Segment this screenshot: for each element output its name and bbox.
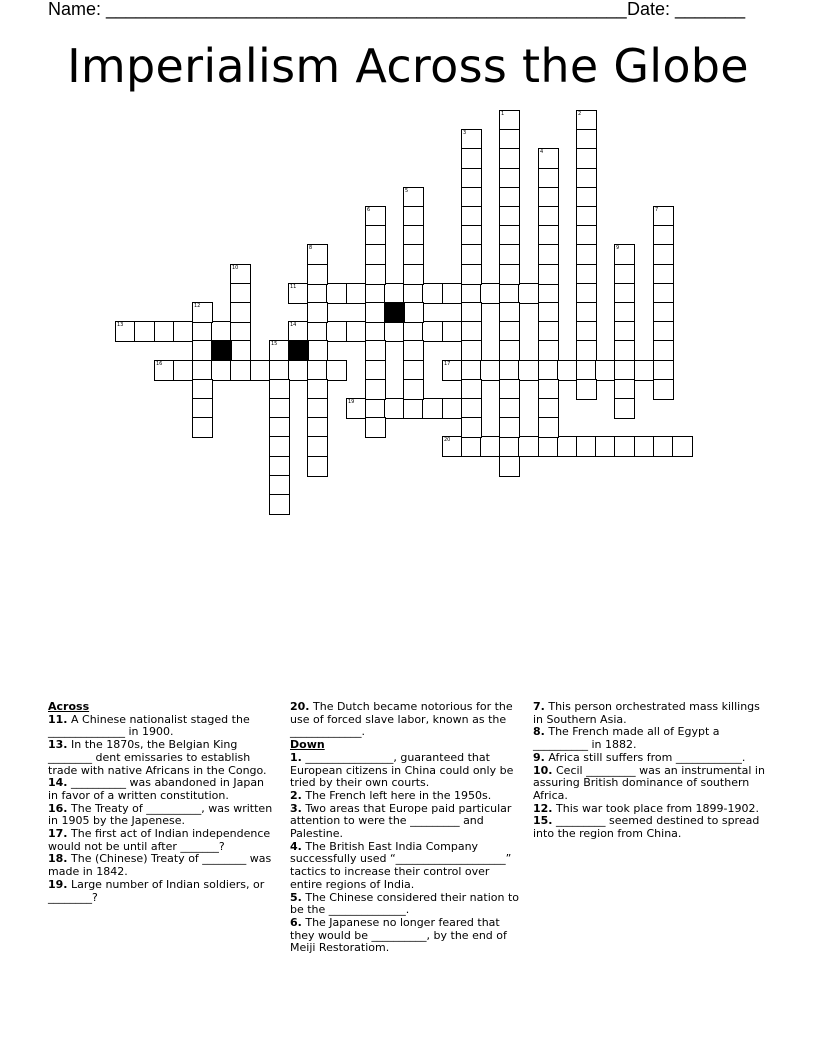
crossword-cell-number: 20 xyxy=(444,437,451,443)
crossword-cell[interactable] xyxy=(499,417,520,438)
crossword-cell[interactable] xyxy=(538,148,559,169)
crossword-cell[interactable] xyxy=(461,264,482,285)
crossword-cell[interactable] xyxy=(653,302,674,323)
crossword-cell[interactable] xyxy=(576,360,597,381)
crossword-cell[interactable] xyxy=(653,436,674,457)
crossword-cell[interactable] xyxy=(403,302,424,323)
crossword-cell[interactable] xyxy=(192,417,213,438)
crossword-cell[interactable] xyxy=(614,436,635,457)
crossword-cell[interactable] xyxy=(230,264,251,285)
clue-number: 14. xyxy=(48,776,68,790)
clue-text: The Japanese no longer feared that they would be __________, by the end of Meiji Restoratiom. xyxy=(290,915,507,955)
clue-text: _________ seemed destined to spread into the region from China. xyxy=(533,814,760,841)
crossword-cell[interactable] xyxy=(499,436,520,457)
crossword-cell[interactable] xyxy=(614,244,635,265)
crossword-black-cell xyxy=(211,340,232,361)
crossword-cell[interactable] xyxy=(461,168,482,189)
clue-number: 17. xyxy=(48,827,68,841)
crossword-cell[interactable] xyxy=(250,360,271,381)
crossword-cell[interactable] xyxy=(365,302,386,323)
crossword-cell[interactable] xyxy=(538,264,559,285)
crossword-cell[interactable] xyxy=(307,264,328,285)
crossword-cell[interactable] xyxy=(461,360,482,381)
crossword-cell[interactable] xyxy=(499,283,520,304)
clue-text: This person orchestrated mass killings in Southern Asia. xyxy=(533,700,760,726)
clue-text: Africa still suffers from ____________. xyxy=(548,750,746,764)
clue-text: This war took place from 1899-1902. xyxy=(556,801,760,815)
crossword-cell[interactable] xyxy=(653,340,674,361)
crossword-cell[interactable] xyxy=(422,283,443,304)
down-clue-5 xyxy=(290,892,522,917)
crossword-cell[interactable] xyxy=(403,264,424,285)
crossword-cell[interactable] xyxy=(230,360,251,381)
name-field-label: Name: ____________________________________________________ xyxy=(48,0,627,19)
crossword-black-cell xyxy=(288,340,309,361)
crossword-cell[interactable] xyxy=(499,321,520,342)
crossword-cell-number: 10 xyxy=(232,265,239,271)
crossword-cell[interactable] xyxy=(365,360,386,381)
page-title: Imperialism Across the Globe xyxy=(67,39,749,93)
clues-column-1 xyxy=(48,701,276,904)
crossword-cell[interactable] xyxy=(365,379,386,400)
across-clue-11 xyxy=(48,714,276,739)
crossword-cell[interactable] xyxy=(499,360,520,381)
crossword-cell[interactable] xyxy=(461,302,482,323)
date-field-label: Date: _______ xyxy=(627,0,746,19)
crossword-cell[interactable] xyxy=(211,321,232,342)
clue-number: 11. xyxy=(48,712,68,726)
crossword-cell[interactable] xyxy=(614,264,635,285)
crossword-cell[interactable] xyxy=(672,436,693,457)
crossword-cell[interactable] xyxy=(538,379,559,400)
crossword-cell[interactable] xyxy=(365,206,386,227)
crossword-cell[interactable] xyxy=(192,321,213,342)
crossword-cell[interactable] xyxy=(576,148,597,169)
crossword-cell[interactable] xyxy=(211,360,232,381)
crossword-cell[interactable] xyxy=(499,129,520,150)
crossword-cell[interactable] xyxy=(269,340,290,361)
crossword-cell[interactable] xyxy=(192,379,213,400)
crossword-cell[interactable] xyxy=(461,148,482,169)
crossword-cell[interactable] xyxy=(154,360,175,381)
crossword-cell[interactable] xyxy=(403,206,424,227)
crossword-cell[interactable] xyxy=(653,360,674,381)
crossword-cell[interactable] xyxy=(365,225,386,246)
crossword-cell-number: 2 xyxy=(578,111,582,117)
crossword-cell[interactable] xyxy=(403,225,424,246)
crossword-cell[interactable] xyxy=(576,110,597,131)
crossword-cell[interactable] xyxy=(461,283,482,304)
crossword-cell[interactable] xyxy=(403,321,424,342)
clue-number: 8. xyxy=(533,725,545,739)
crossword-cell[interactable] xyxy=(653,264,674,285)
crossword-cell[interactable] xyxy=(634,360,655,381)
crossword-cell[interactable] xyxy=(442,321,463,342)
crossword-cell[interactable] xyxy=(480,360,501,381)
clue-number: 20. xyxy=(290,700,310,713)
crossword-cell[interactable] xyxy=(365,417,386,438)
crossword-cell[interactable] xyxy=(538,206,559,227)
crossword-cell[interactable] xyxy=(307,436,328,457)
crossword-cell[interactable] xyxy=(326,321,347,342)
crossword-cell[interactable] xyxy=(499,206,520,227)
crossword-cell[interactable] xyxy=(576,129,597,150)
down-clue-15 xyxy=(533,815,769,840)
crossword-cell[interactable] xyxy=(614,340,635,361)
clue-number: 19. xyxy=(48,877,68,891)
down-clue-1 xyxy=(290,752,522,790)
crossword-cell[interactable] xyxy=(269,398,290,419)
crossword-cell[interactable] xyxy=(653,206,674,227)
crossword-cell[interactable] xyxy=(403,340,424,361)
crossword-cell[interactable] xyxy=(518,283,539,304)
crossword-cell[interactable] xyxy=(576,379,597,400)
crossword-cell[interactable] xyxy=(461,321,482,342)
crossword-cell[interactable] xyxy=(442,283,463,304)
crossword-cell[interactable] xyxy=(307,302,328,323)
crossword-cell[interactable] xyxy=(538,283,559,304)
crossword-cell[interactable] xyxy=(461,340,482,361)
crossword-cell[interactable] xyxy=(576,436,597,457)
clue-number: 6. xyxy=(290,915,302,929)
crossword-cell[interactable] xyxy=(365,340,386,361)
down-clue-10 xyxy=(533,765,769,803)
crossword-cell[interactable] xyxy=(461,244,482,265)
clue-text: The British East India Company successfully used “____________________” tactics to increase their control over entire regions of India. xyxy=(290,839,512,891)
crossword-cell[interactable] xyxy=(538,225,559,246)
crossword-cell[interactable] xyxy=(288,321,309,342)
crossword-cell[interactable] xyxy=(403,360,424,381)
crossword-cell[interactable] xyxy=(346,321,367,342)
clue-number: 1. xyxy=(290,750,302,764)
crossword-cell[interactable] xyxy=(499,398,520,419)
crossword-cell[interactable] xyxy=(269,436,290,457)
down-clue-6 xyxy=(290,917,522,955)
crossword-cell[interactable] xyxy=(576,168,597,189)
crossword-cell[interactable] xyxy=(634,436,655,457)
across-clue-16 xyxy=(48,803,276,828)
crossword-cell-number: 17 xyxy=(444,361,451,367)
crossword-cell-number: 6 xyxy=(367,207,371,213)
crossword-cell[interactable] xyxy=(326,283,347,304)
crossword-cell[interactable] xyxy=(461,436,482,457)
across-heading: Across xyxy=(48,700,90,713)
crossword-cell[interactable] xyxy=(461,398,482,419)
crossword-cell[interactable] xyxy=(499,302,520,323)
crossword-cell[interactable] xyxy=(538,417,559,438)
crossword-cell-number: 3 xyxy=(463,130,467,136)
crossword-cell[interactable] xyxy=(346,283,367,304)
crossword-cell[interactable] xyxy=(576,225,597,246)
clue-text: Cecil _________ was an instrumental in assuring British dominance of southern Africa. xyxy=(533,763,765,802)
crossword-cell[interactable] xyxy=(461,225,482,246)
crossword-cell[interactable] xyxy=(538,321,559,342)
down-heading: Down xyxy=(290,738,325,752)
crossword-cell[interactable] xyxy=(614,360,635,381)
crossword-cell[interactable] xyxy=(576,187,597,208)
crossword-cell[interactable] xyxy=(192,360,213,381)
crossword-cell[interactable] xyxy=(499,340,520,361)
crossword-cell[interactable] xyxy=(480,436,501,457)
crossword-cell[interactable] xyxy=(307,398,328,419)
crossword-cell[interactable] xyxy=(614,321,635,342)
across-clue-19 xyxy=(48,879,276,904)
crossword-cell[interactable] xyxy=(230,283,251,304)
crossword-cell-number: 9 xyxy=(616,245,620,251)
down-clue-3 xyxy=(290,803,522,841)
crossword-cell-number: 4 xyxy=(540,149,544,155)
crossword-cell[interactable] xyxy=(653,379,674,400)
crossword-cell[interactable] xyxy=(614,379,635,400)
crossword-cell[interactable] xyxy=(518,360,539,381)
crossword-cell[interactable] xyxy=(653,283,674,304)
crossword-cell[interactable] xyxy=(346,398,367,419)
crossword-cell[interactable] xyxy=(269,475,290,496)
crossword-cell-number: 7 xyxy=(655,207,659,213)
crossword-cell[interactable] xyxy=(518,436,539,457)
crossword-cell[interactable] xyxy=(576,264,597,285)
clue-text: The Dutch became notorious for the use of forced slave labor, known as the _____________. xyxy=(290,700,513,739)
crossword-cell[interactable] xyxy=(154,321,175,342)
crossword-cell[interactable] xyxy=(499,244,520,265)
across-clue-17 xyxy=(48,828,276,853)
crossword-cell[interactable] xyxy=(365,398,386,419)
crossword-cell[interactable] xyxy=(403,398,424,419)
crossword-cell-number: 13 xyxy=(117,322,124,328)
crossword-cell-number: 19 xyxy=(348,399,355,405)
crossword-cell[interactable] xyxy=(576,302,597,323)
crossword-cell-number: 16 xyxy=(156,361,163,367)
clue-number: 16. xyxy=(48,801,68,815)
crossword-cell[interactable] xyxy=(576,340,597,361)
crossword-cell[interactable] xyxy=(576,321,597,342)
clue-text: The first act of Indian independence would not be until after _______? xyxy=(48,827,271,853)
crossword-cell[interactable] xyxy=(442,398,463,419)
crossword-cell[interactable] xyxy=(614,398,635,419)
crossword-cell[interactable] xyxy=(595,360,616,381)
crossword-cell[interactable] xyxy=(499,168,520,189)
crossword-cell[interactable] xyxy=(499,379,520,400)
crossword-cell[interactable] xyxy=(307,456,328,477)
clue-number: 10. xyxy=(533,763,553,777)
clue-number: 2. xyxy=(290,788,302,802)
crossword-cell[interactable] xyxy=(538,244,559,265)
crossword-cell[interactable] xyxy=(480,283,501,304)
crossword-cell[interactable] xyxy=(307,340,328,361)
crossword-cell-number: 11 xyxy=(290,284,297,290)
crossword-cell[interactable] xyxy=(499,187,520,208)
crossword-cell-number: 1 xyxy=(501,111,505,117)
crossword-cell-number: 14 xyxy=(290,322,297,328)
crossword-cell-number: 5 xyxy=(405,188,409,194)
crossword-cell[interactable] xyxy=(461,379,482,400)
crossword-cell[interactable] xyxy=(173,360,194,381)
crossword-cell[interactable] xyxy=(384,321,405,342)
crossword-cell[interactable] xyxy=(422,398,443,419)
clue-number: 9. xyxy=(533,750,545,764)
clue-text: The (Chinese) Treaty of ________ was made in 1842. xyxy=(48,852,272,879)
crossword-cell-number: 15 xyxy=(271,341,278,347)
crossword-cell[interactable] xyxy=(538,398,559,419)
down-clue-7 xyxy=(533,701,769,726)
crossword-cell[interactable] xyxy=(288,283,309,304)
clue-number: 7. xyxy=(533,700,545,713)
crossword-cell[interactable] xyxy=(422,321,443,342)
crossword-cell[interactable] xyxy=(499,264,520,285)
crossword-cell[interactable] xyxy=(307,379,328,400)
crossword-cell[interactable] xyxy=(499,110,520,131)
clue-number: 13. xyxy=(48,738,68,752)
clue-text: The Chinese considered their nation to be the ______________. xyxy=(290,890,520,917)
crossword-cell[interactable] xyxy=(499,148,520,169)
crossword-cell[interactable] xyxy=(365,264,386,285)
clue-text: ________________, guaranteed that European citizens in China could only be tried by their own courts. xyxy=(290,750,514,790)
crossword-cell[interactable] xyxy=(576,283,597,304)
crossword-cell[interactable] xyxy=(365,321,386,342)
crossword-cell[interactable] xyxy=(538,187,559,208)
crossword-cell[interactable] xyxy=(403,283,424,304)
across-clue-14 xyxy=(48,777,276,802)
crossword-cell[interactable] xyxy=(653,321,674,342)
crossword-cell[interactable] xyxy=(269,360,290,381)
crossword-cell[interactable] xyxy=(365,244,386,265)
clue-text: In the 1870s, the Belgian King ________ dent emissaries to establish trade with native Africans in the Congo. xyxy=(48,738,267,777)
clue-text: The Treaty of __________, was written in 1905 by the Japenese. xyxy=(48,801,273,828)
crossword-cell[interactable] xyxy=(288,360,309,381)
crossword-cell[interactable] xyxy=(576,206,597,227)
crossword-cell[interactable] xyxy=(461,206,482,227)
crossword-cell[interactable] xyxy=(595,436,616,457)
crossword-cell[interactable] xyxy=(557,360,578,381)
crossword-black-cell xyxy=(384,302,405,323)
crossword-cell[interactable] xyxy=(230,340,251,361)
clue-number: 15. xyxy=(533,814,553,828)
crossword-cell[interactable] xyxy=(499,225,520,246)
crossword-cell[interactable] xyxy=(653,225,674,246)
crossword-cell[interactable] xyxy=(384,283,405,304)
clue-number: 12. xyxy=(533,801,553,815)
crossword-cell[interactable] xyxy=(192,398,213,419)
crossword-cell[interactable] xyxy=(442,360,463,381)
crossword-cell[interactable] xyxy=(538,436,559,457)
crossword-cell[interactable] xyxy=(307,417,328,438)
down-clue-4 xyxy=(290,841,522,892)
crossword-cell[interactable] xyxy=(307,244,328,265)
clue-number: 5. xyxy=(290,890,302,904)
crossword-cell[interactable] xyxy=(403,187,424,208)
crossword-cell[interactable] xyxy=(538,340,559,361)
crossword-cell[interactable] xyxy=(538,360,559,381)
clue-number: 18. xyxy=(48,852,68,866)
clue-text: A Chinese nationalist staged the ______________ in 1900. xyxy=(48,712,250,739)
crossword-cell[interactable] xyxy=(307,283,328,304)
crossword-cell[interactable] xyxy=(538,302,559,323)
crossword-cell[interactable] xyxy=(269,494,290,515)
crossword-cell[interactable] xyxy=(269,456,290,477)
clue-text: The French left here in the 1950s. xyxy=(305,788,492,802)
crossword-cell[interactable] xyxy=(538,168,559,189)
across-clue-18 xyxy=(48,853,276,878)
crossword-cell-number: 12 xyxy=(194,303,201,309)
crossword-cell[interactable] xyxy=(269,417,290,438)
clue-text: Large number of Indian soldiers, or ________? xyxy=(48,877,265,904)
crossword-cell[interactable] xyxy=(461,187,482,208)
clue-number: 4. xyxy=(290,839,302,853)
crossword-cell[interactable] xyxy=(269,379,290,400)
crossword-cell-number: 8 xyxy=(309,245,313,251)
crossword-cell[interactable] xyxy=(230,302,251,323)
crossword-cell[interactable] xyxy=(557,436,578,457)
crossword-cell[interactable] xyxy=(384,398,405,419)
crossword-cell[interactable] xyxy=(326,360,347,381)
crossword-cell[interactable] xyxy=(614,302,635,323)
crossword-cell[interactable] xyxy=(173,321,194,342)
crossword-cell[interactable] xyxy=(653,244,674,265)
crossword-cell[interactable] xyxy=(307,321,328,342)
crossword-cell[interactable] xyxy=(499,456,520,477)
clue-text: Two areas that Europe paid particular attention to were the _________ and Palestine. xyxy=(290,801,512,841)
crossword-cell[interactable] xyxy=(461,417,482,438)
crossword-cell[interactable] xyxy=(461,129,482,150)
crossword-cell[interactable] xyxy=(403,244,424,265)
crossword-cell[interactable] xyxy=(192,340,213,361)
clue-text: The French made all of Egypt a __________ in 1882. xyxy=(533,725,720,752)
crossword-cell[interactable] xyxy=(576,244,597,265)
crossword-cell[interactable] xyxy=(230,321,251,342)
down-clue-8 xyxy=(533,726,769,751)
crossword-cell[interactable] xyxy=(192,302,213,323)
clue-number: 3. xyxy=(290,801,302,815)
across-clue-20 xyxy=(290,701,522,739)
crossword-cell[interactable] xyxy=(134,321,155,342)
clues-column-2 xyxy=(290,701,522,955)
crossword-cell[interactable] xyxy=(365,283,386,304)
crossword-cell[interactable] xyxy=(307,360,328,381)
clues-column-3 xyxy=(533,701,769,841)
across-clue-13 xyxy=(48,739,276,777)
crossword-cell[interactable] xyxy=(115,321,136,342)
crossword-cell[interactable] xyxy=(614,283,635,304)
crossword-cell[interactable] xyxy=(442,436,463,457)
clue-text: __________ was abandoned in Japan in favor of a written constitution. xyxy=(48,776,265,802)
crossword-cell[interactable] xyxy=(403,379,424,400)
